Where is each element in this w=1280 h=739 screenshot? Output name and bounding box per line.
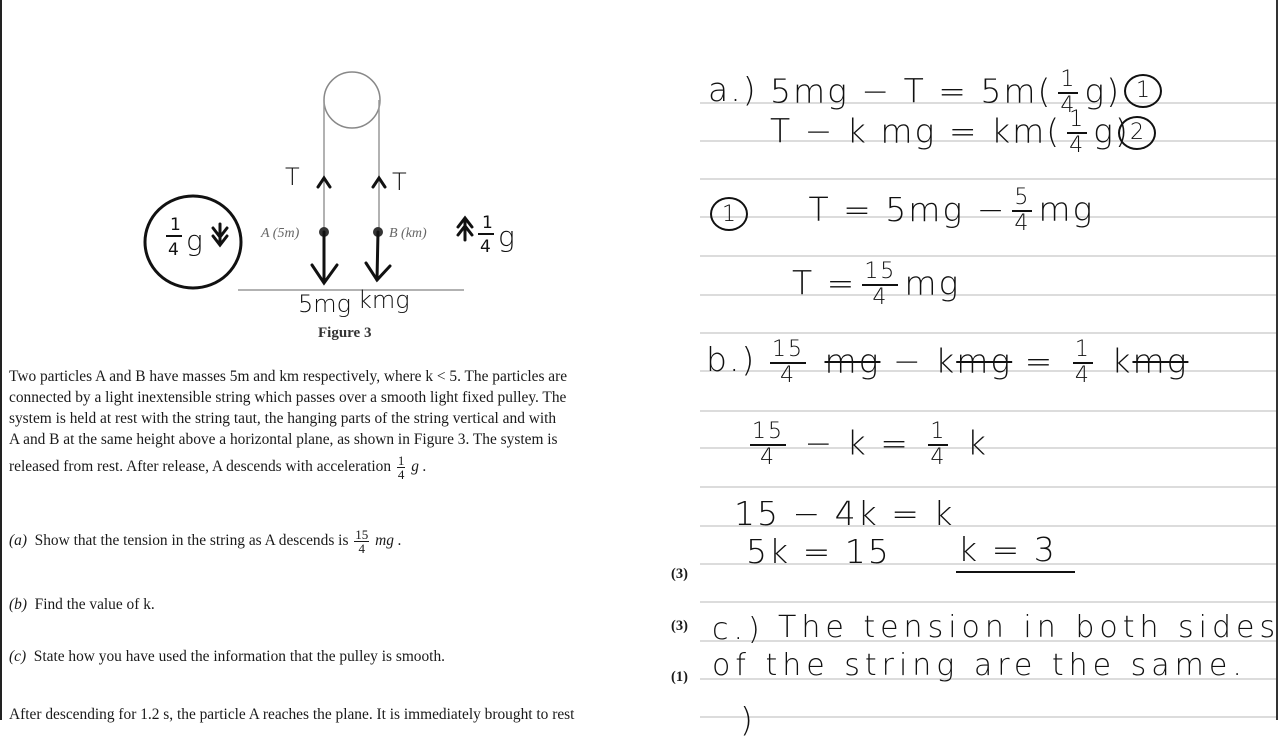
part-a-label: a.) (708, 70, 758, 109)
question-c: (c) State how you have used the information that the pulley is smooth. (9, 648, 446, 665)
part-a-equation-1: 5mg − T = 5m( $\frac{1}{4}$ g) (770, 67, 1122, 118)
intro-line-5: released from rest. After release, A descends with acceleration $\frac{1}{4}$ g . (9, 453, 427, 482)
part-a-step-1: 1 T = 5mg − $\frac{5}{4}$ mg (710, 186, 1094, 236)
marks-c: (1) (671, 669, 688, 685)
part-b-equation-4: 5k = 15 (746, 532, 891, 571)
svg-text:4: 4 (480, 237, 491, 257)
svg-text:g: g (186, 224, 203, 257)
fraction: $\frac{1}{4}$ (1060, 67, 1077, 118)
tension-label-left: T (285, 163, 300, 191)
question-intro-paragraph (9, 366, 695, 481)
pulley-diagram (130, 60, 530, 325)
circled-number-1: 1 (710, 197, 748, 231)
equation-ref-1 (1124, 66, 1162, 108)
intro-line-3: system is held at rest with the string taut, the hanging parts of the string vertical and with (9, 410, 557, 427)
fraction: $\frac{1}{4}$ (930, 419, 947, 470)
fraction: $\frac{15}{4}$ (864, 259, 897, 310)
fraction: $\frac{1}{4}$ (1069, 107, 1086, 158)
question-continuation-text: After descending for 1.2 s, the particle A reaches the plane. It is immediately brought to rest (9, 706, 575, 723)
fraction: $\frac{15}{4}$ (772, 337, 804, 388)
part-b-equation-3: 15 − 4k = k (734, 494, 955, 533)
particle-b-label: B (km) (389, 226, 427, 241)
marks-b: (3) (671, 618, 688, 634)
part-c-answer-line-1: The tension in both sides (778, 610, 1280, 645)
marks-a: (3) (671, 566, 688, 582)
ruled-line (700, 255, 1276, 257)
handwritten-solution-panel (700, 0, 1280, 739)
ruled-line (700, 294, 1276, 296)
circled-number-2: 2 (1118, 116, 1156, 150)
svg-text:4: 4 (168, 240, 179, 260)
part-a-step-2: T = $\frac{15}{4}$ mg (792, 259, 961, 310)
question-a: (a) Show that the tension in the string as A descends is $\frac{15}{4}$ mg . (9, 527, 402, 556)
fraction: $\frac{15}{4}$ (355, 527, 369, 556)
part-b-label: b.) (706, 340, 757, 379)
question-b: (b) Find the value of k. (9, 596, 155, 613)
part-a-equation-2: T − k mg = km( $\frac{1}{4}$ g) (770, 107, 1130, 158)
svg-text:1: 1 (170, 215, 181, 235)
pulley-icon (324, 72, 380, 128)
part-d-partial-bracket: ) (740, 700, 755, 739)
intro-line-2: connected by a light inextensible string which passes over a smooth light fixed pulley. The (9, 389, 567, 406)
ruled-line (700, 332, 1276, 334)
svg-text:1: 1 (482, 213, 493, 233)
part-c-label: c.) (712, 612, 765, 647)
fraction: $\frac{5}{4}$ (1014, 185, 1031, 236)
fraction: $\frac{15}{4}$ (752, 419, 784, 470)
part-c-answer-line-2: of the string are the same. (712, 648, 1247, 683)
particle-a-label: A (5m) (261, 226, 300, 241)
part-b-equation-2: $\frac{15}{4}$ − k = $\frac{1}{4}$ k (752, 419, 989, 470)
ruled-line (700, 178, 1276, 180)
intro-line-4: A and B at the same height above a horizontal plane, as shown in Figure 3. The system is (9, 431, 558, 448)
weight-label-a: 5mg (298, 290, 352, 318)
part-b-answer: k = 3 (956, 530, 1075, 569)
ruled-line (700, 486, 1276, 488)
ruled-line (700, 410, 1276, 412)
ruled-line (700, 601, 1276, 603)
circled-number-1: 1 (1124, 74, 1162, 108)
weight-label-b: kmg (358, 286, 410, 314)
fraction: $\frac{1}{4}$ (1074, 337, 1091, 388)
part-b-equation-1: $\frac{15}{4}$ mg − kmg = $\frac{1}{4}$ kmg (772, 337, 1189, 388)
tension-label-right: T (392, 168, 407, 196)
svg-text:g: g (498, 220, 515, 253)
equation-ref-2 (1118, 108, 1156, 150)
figure-caption: Figure 3 (318, 325, 372, 341)
intro-line-1: Two particles A and B have masses 5m and km respectively, where k < 5. The particles are (9, 368, 568, 385)
ruled-line (700, 716, 1276, 718)
fraction: $\frac{1}{4}$ (397, 453, 405, 482)
